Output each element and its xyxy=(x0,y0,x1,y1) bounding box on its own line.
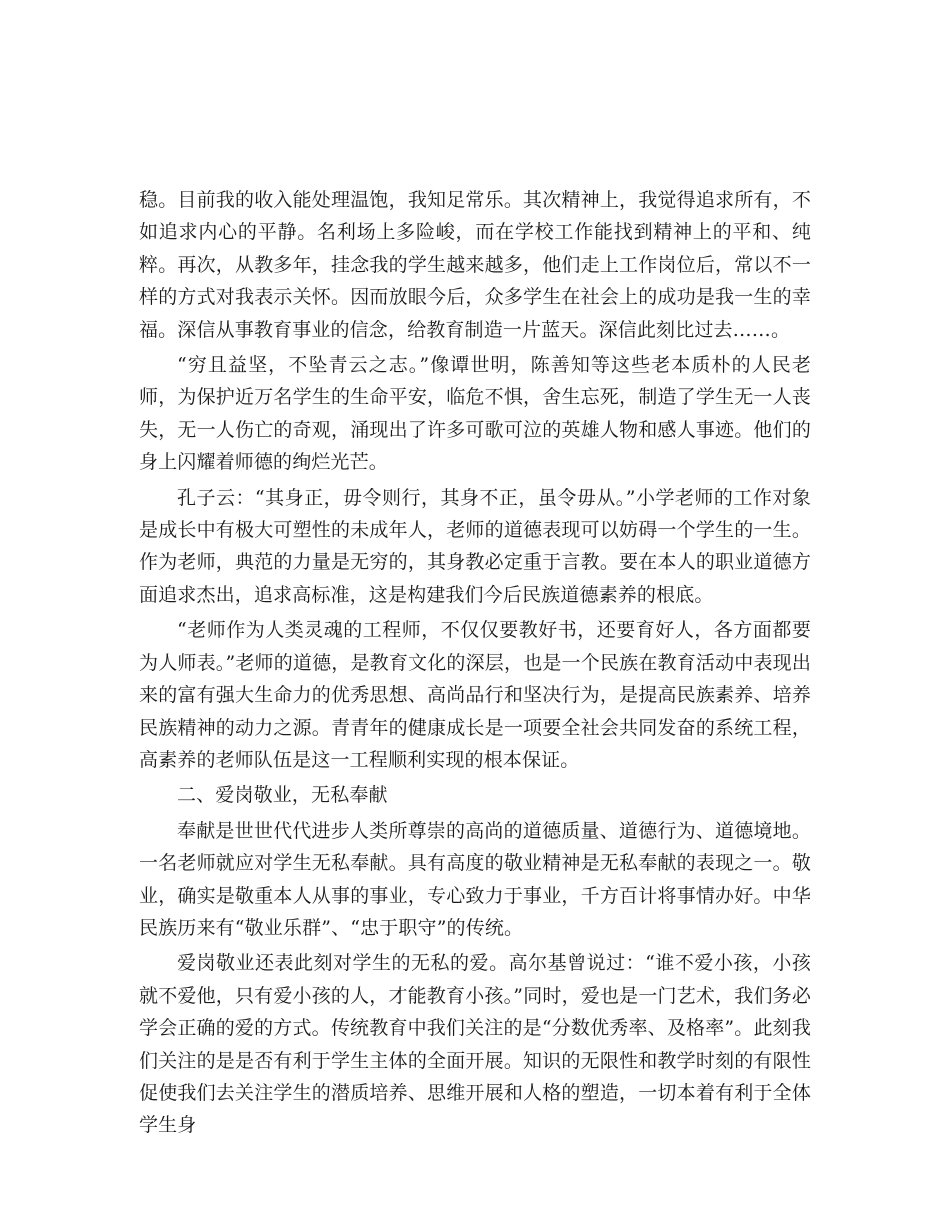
paragraph-dedication: 奉献是世世代代进步人类所尊崇的高尚的道德质量、道德行为、道德境地。一名老师就应对学生无私奉献。具有高度的敬业精神是无私奉献的表现之一。敬业，确实是敬重本人从事的事业，专心致力于事业，千方百计将事情办好。中华民族历来有“敬业乐群”、“忠于职守”的传统。 xyxy=(139,819,811,939)
paragraph-confucius: 孔子云：“其身正，毋令则行，其身不正，虽令毋从。”小学老师的工作对象是成长中有极大可塑性的未成年人，老师的道德表现可以妨碍一个学生的一生。作为老师，典范的力量是无穷的，其身教必定重于言教。要在本人的职业道德方面追求杰出，追求高标准，这是构建我们今后民族道德素养的根底。 xyxy=(139,486,811,606)
document-body xyxy=(139,184,811,1142)
paragraph-love-students: 爱岗敬业还表此刻对学生的无私的爱。高尔基曾说过：“谁不爱小孩，小孩就不爱他，只有爱小孩的人，才能教育小孩。”同时，爱也是一门艺术，我们务必学会正确的爱的方式。传统教育中我们关注的是“分数优秀率、及格率”。此刻我们关注的是是否有利于学生主体的全面开展。知识的无限性和教学时刻的有限性促使我们去关注学生的潜质培养、思维开展和人格的塑造，一切本着有利于全体学生身 xyxy=(139,952,811,1137)
paragraph-teacher-engineer: “老师作为人类灵魂的工程师，不仅仅要教好书，还要育好人，各方面都要为人师表。”老师的道德，是教育文化的深层，也是一个民族在教育活动中表现出来的富有强大生命力的优秀思想、高尚品行和坚决行为，是提高民族素养、培养民族精神的动力之源。青青年的健康成长是一项要全社会共同发奋的系统工程，高素养的老师队伍是这一工程顺利实现的根本保证。 xyxy=(139,619,811,771)
paragraph-continuation: 稳。目前我的收入能处理温饱，我知足常乐。其次精神上，我觉得追求所有，不如追求内心的平静。名利场上多险峻，而在学校工作能找到精神上的平和、纯粹。再次，从教多年，挂念我的学生越来越多，他们走上工作岗位后，常以不一样的方式对我表示关怀。因而放眼今后，众多学生在社会上的成功是我一生的幸福。深信从事教育事业的信念，给教育制造一片蓝天。深信此刻比过去……。 xyxy=(139,189,811,341)
paragraph-quote-perseverance: “穷且益坚，不坠青云之志。”像谭世明，陈善知等这些老本质朴的人民老师，为保护近万名学生的生命平安，临危不惧，舍生忘死，制造了学生无一人丧失，无一人伤亡的奇观，涌现出了许多可歌可泣的英雄人物和感人事迹。他们的身上闪耀着师德的绚烂光芒。 xyxy=(139,354,811,474)
section-heading-dedication: 二、爱岗敬业，无私奉献 xyxy=(177,784,388,807)
